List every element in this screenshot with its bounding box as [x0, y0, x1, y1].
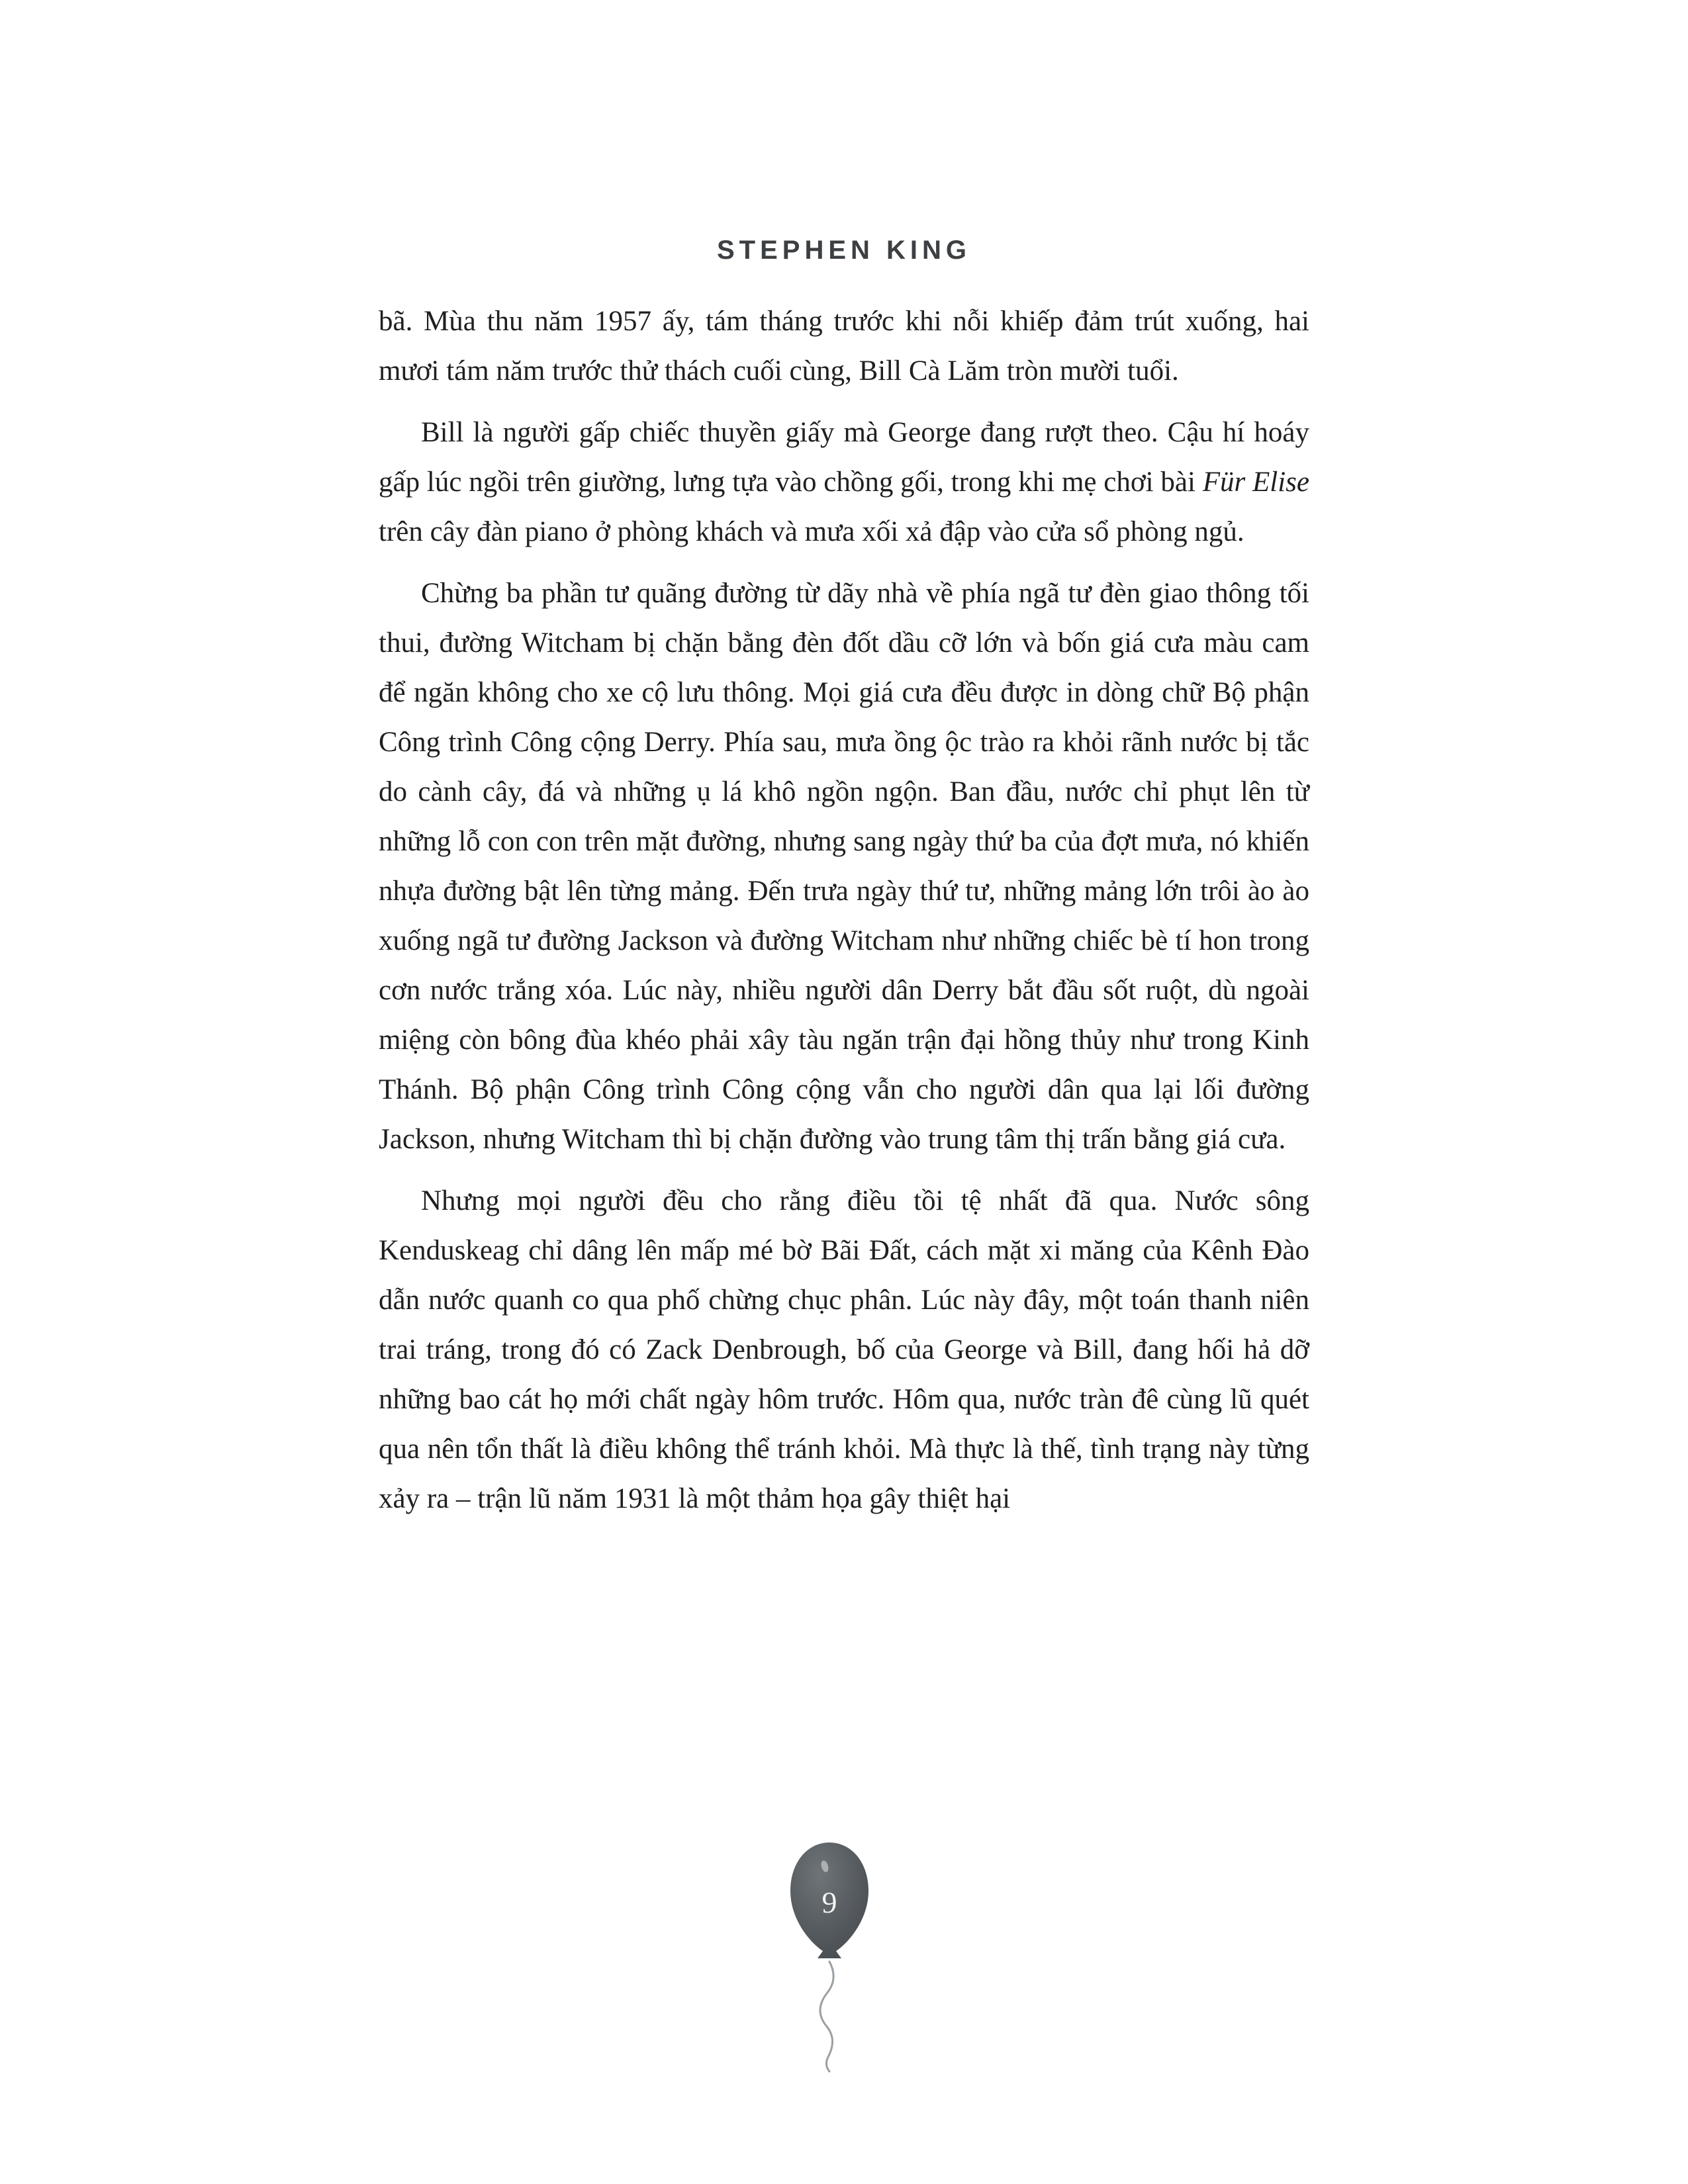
paragraph	[379, 296, 1309, 396]
body-text	[379, 296, 1309, 1535]
text-run: Chừng ba phần tư quãng đường từ dãy nhà về phía ngã tư đèn giao thông tối thui, đường Witcham bị chặn bằng đèn đốt dầu cỡ lớn và bốn giá cưa màu cam để ngăn không cho xe cộ lưu thông. Mọi giá cưa đều được in dòng chữ Bộ phận Công trình Công cộng Derry. Phía sau, mưa ồng ộc trào ra khỏi rãnh nước bị tắc do cành cây, đá và những ụ lá khô ngồn ngộn. Ban đầu, nước chỉ phụt lên từ những lỗ con con trên mặt đường, nhưng sang ngày thứ ba của đợt mưa, nó khiến nhựa đường bật lên từng mảng. Đến trưa ngày thứ tư, những mảng lớn trôi ào ào xuống ngã tư đường Jackson và đường Witcham như những chiếc bè tí hon trong cơn nước trắng xóa. Lúc này, nhiều người dân Derry bắt đầu sốt ruột, dù ngoài miệng còn bông đùa khéo phải xây tàu ngăn trận đại hồng thủy như trong Kinh Thánh. Bộ phận Công trình Công cộng vẫn cho người dân qua lại lối đường Jackson, nhưng Witcham thì bị chặn đường vào trung tâm thị trấn bằng giá cưa.	[379, 578, 1309, 1155]
italic-text: Für Elise	[1202, 467, 1310, 498]
balloon-icon	[785, 1840, 874, 2078]
paragraph	[379, 569, 1309, 1164]
page-number-balloon	[785, 1840, 874, 2078]
balloon-string	[820, 1962, 833, 2071]
text-run: trên cây đàn piano ở phòng khách và mưa xối xả đập vào cửa sổ phòng ngủ.	[379, 516, 1244, 547]
text-run: Bill là người gấp chiếc thuyền giấy mà George đang rượt theo. Cậu hí hoáy gấp lúc ngồi trên giường, lưng tựa vào chồng gối, trong khi mẹ chơi bài	[379, 417, 1309, 498]
paragraph	[379, 1176, 1309, 1524]
text-run: Nhưng mọi người đều cho rằng điều tồi tệ nhất đã qua. Nước sông Kenduskeag chỉ dâng lên mấp mé bờ Bãi Đất, cách mặt xi măng của Kênh Đào dẫn nước quanh co qua phố chừng chục phân. Lúc này đây, một toán thanh niên trai tráng, trong đó có Zack Denbrough, bố của George và Bill, đang hối hả dỡ những bao cát họ mới chất ngày hôm trước. Hôm qua, nước tràn đê cùng lũ quét qua nên tổn thất là điều không thể tránh khỏi. Mà thực là thế, tình trạng này từng xảy ra – trận lũ năm 1931 là một thảm họa gây thiệt hại	[379, 1185, 1309, 1514]
text-run: bã. Mùa thu năm 1957 ấy, tám tháng trước khi nỗi khiếp đảm trút xuống, hai mươi tám năm trước thử thách cuối cùng, Bill Cà Lăm tròn mười tuổi.	[379, 306, 1309, 387]
page-number: 9	[821, 1886, 837, 1919]
running-header: STEPHEN KING	[716, 236, 972, 265]
paragraph	[379, 408, 1309, 557]
